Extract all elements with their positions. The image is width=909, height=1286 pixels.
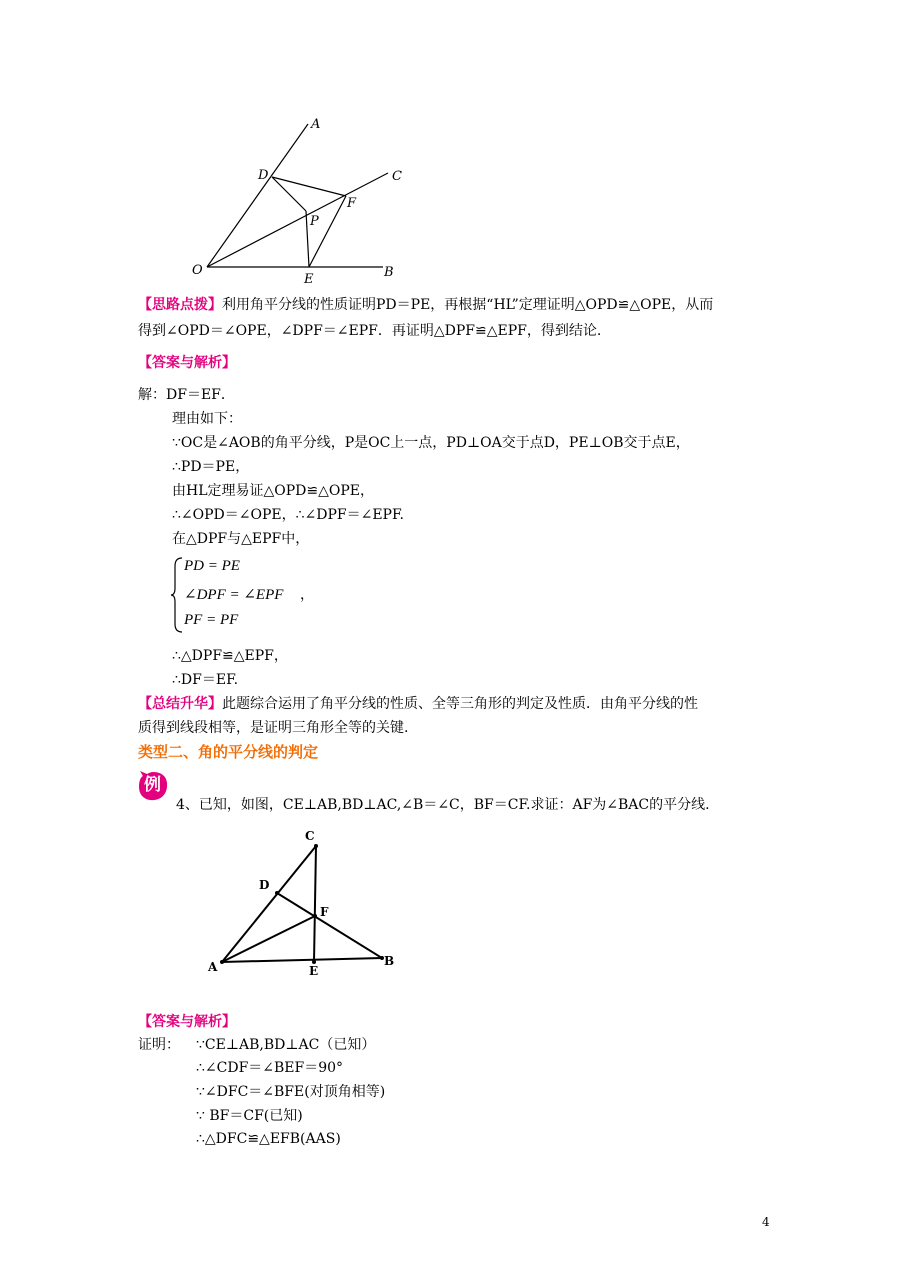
answer1-line-0: 解：DF＝EF． bbox=[138, 387, 235, 403]
answer1-line-5: ∴∠OPD＝∠OPE，∴∠DPF＝∠EPF. bbox=[172, 507, 404, 523]
hint-text-1: 利用角平分线的性质证明PD＝PE，再根据“HL”定理证明△OPD≌△OPE，从而 bbox=[222, 297, 714, 313]
system-eq-2: ∠DPF = ∠EPF bbox=[184, 587, 284, 603]
summary-line-2: 质得到线段相等，是证明三角形全等的关键. bbox=[138, 720, 409, 736]
label2-f: F bbox=[320, 905, 329, 919]
hint-line-1 bbox=[138, 295, 713, 315]
answer2-line-3: ∵ BF＝CF(已知) bbox=[196, 1108, 303, 1124]
system-eq-3: PF = PF bbox=[184, 612, 239, 628]
label-b: B bbox=[384, 265, 394, 280]
segment-ab bbox=[222, 958, 382, 962]
label2-a: A bbox=[208, 960, 218, 974]
label-a: A bbox=[311, 117, 321, 132]
segment-ac bbox=[222, 846, 316, 962]
answer-tag-2: 【答案与解析】 bbox=[138, 1014, 236, 1030]
segment-ce bbox=[314, 846, 316, 962]
answer1-line-1: 理由如下： bbox=[172, 411, 242, 427]
example-badge bbox=[137, 770, 169, 802]
answer2-prefix: 证明： bbox=[138, 1037, 180, 1053]
label-p: P bbox=[310, 214, 319, 229]
answer1-after-0: ∴△DPF≌△EPF， bbox=[172, 648, 288, 664]
section-title: 类型二、角的平分线的判定 bbox=[138, 743, 319, 761]
segment-pe bbox=[306, 211, 309, 267]
page-number: 4 bbox=[762, 1215, 770, 1229]
hint-tag: 【思路点拨】 bbox=[138, 297, 222, 313]
answer1-line-2: ∵OC是∠AOB的角平分线，P是OC上一点，PD⊥OA交于点D，PE⊥OB交于点E， bbox=[172, 435, 690, 451]
label-f: F bbox=[347, 196, 357, 211]
example-text: 4、已知，如图，CE⊥AB,BD⊥AC,∠B＝∠C，BF＝CF.求证：AF为∠BAC的平分线. bbox=[176, 797, 710, 813]
answer2-line-2: ∵∠DFC＝∠BFE(对顶角相等) bbox=[196, 1084, 386, 1100]
summary-line-1 bbox=[138, 694, 698, 714]
answer2-line-4: ∴△DFC≌△EFB(AAS) bbox=[196, 1131, 341, 1147]
summary-tag: 【总结升华】 bbox=[138, 696, 222, 712]
segment-dp bbox=[272, 177, 306, 211]
figure-triangle bbox=[200, 822, 410, 982]
summary-text-1: 此题综合运用了角平分线的性质、全等三角形的判定及性质．由角平分线的性 bbox=[222, 696, 698, 712]
label-c: C bbox=[392, 169, 402, 184]
figure-angle-bisector bbox=[185, 112, 425, 287]
system-eq-1: PD = PE bbox=[184, 558, 240, 574]
label2-c: C bbox=[305, 829, 315, 843]
label-o: O bbox=[192, 263, 203, 278]
answer1-line-6: 在△DPF与△EPF中， bbox=[172, 531, 310, 547]
segment-db bbox=[277, 893, 382, 958]
ray-oa bbox=[207, 124, 308, 267]
label-d: D bbox=[258, 168, 269, 183]
answer1-line-3: ∴PD＝PE， bbox=[172, 459, 250, 475]
answer1-line-4: 由HL定理易证△OPD≌△OPE， bbox=[172, 483, 375, 499]
answer2-line-0: ∵CE⊥AB,BD⊥AC（已知） bbox=[196, 1037, 376, 1053]
system-brace bbox=[170, 556, 184, 634]
example-badge-label: 例 bbox=[144, 775, 161, 795]
segment-ef bbox=[309, 196, 346, 267]
answer1-after-1: ∴DF＝EF. bbox=[172, 672, 239, 688]
label2-b: B bbox=[384, 954, 395, 968]
ray-oc bbox=[207, 173, 388, 267]
label2-d: D bbox=[259, 878, 270, 892]
segment-af bbox=[222, 916, 315, 962]
hint-line-2: 得到∠OPD＝∠OPE，∠DPF＝∠EPF．再证明△DPF≌△EPF，得到结论. bbox=[138, 323, 602, 339]
answer-tag-1: 【答案与解析】 bbox=[138, 355, 236, 371]
system-suffix: ， bbox=[300, 587, 314, 603]
label-e: E bbox=[304, 272, 314, 287]
segment-df bbox=[272, 177, 346, 196]
answer2-line-1: ∴∠CDF＝∠BEF＝90° bbox=[196, 1060, 344, 1076]
label2-e: E bbox=[309, 964, 319, 978]
